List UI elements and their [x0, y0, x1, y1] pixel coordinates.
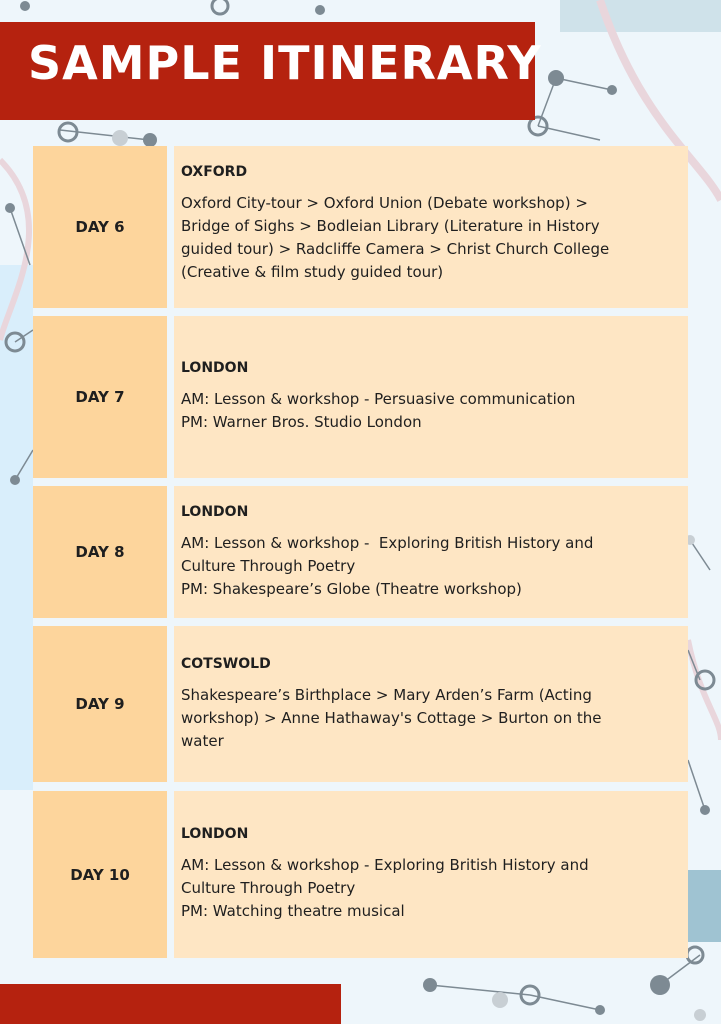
info-cell	[174, 626, 688, 782]
activity-description	[181, 388, 676, 434]
day-cell	[33, 791, 167, 958]
day-label: DAY 9	[75, 695, 125, 713]
place-name: LONDON	[181, 503, 249, 520]
day-cell	[33, 486, 167, 618]
activity-line: workshop) > Anne Hathaway's Cottage > Burton on the	[181, 708, 602, 727]
activity-line: PM: Shakespeare’s Globe (Theatre workshop)	[181, 579, 522, 598]
itinerary-row-day-7	[33, 316, 688, 478]
place-name: OXFORD	[181, 164, 248, 180]
activity-line: AM: Lesson & workshop - Persuasive communication	[181, 390, 576, 408]
activity-description	[181, 192, 676, 284]
info-cell	[174, 791, 688, 958]
activity-line: PM: Warner Bros. Studio London	[181, 413, 422, 431]
activity-line: (Creative & film study guided tour)	[181, 263, 444, 281]
info-cell	[174, 146, 688, 308]
info-cell	[174, 486, 688, 618]
activity-line: Shakespeare’s Birthplace > Mary Arden’s Farm (Acting	[181, 685, 592, 704]
activity-line: Culture Through Poetry	[181, 879, 356, 897]
day-label: DAY 7	[75, 388, 125, 406]
day-label: DAY 10	[70, 865, 130, 884]
activity-description	[181, 854, 676, 923]
activity-description	[181, 684, 676, 753]
activity-line: PM: Watching theatre musical	[181, 902, 405, 920]
itinerary-row-day-8	[33, 486, 688, 618]
day-cell	[33, 146, 167, 308]
activity-line: water	[181, 731, 224, 750]
activity-line: Bridge of Sighs > Bodleian Library (Literature in History	[181, 217, 600, 235]
place-name: COTSWOLD	[181, 655, 271, 672]
itinerary-row-day-9	[33, 626, 688, 782]
footer-bar	[0, 984, 341, 1024]
place-name: LONDON	[181, 360, 249, 376]
activity-line: guided tour) > Radcliffe Camera > Christ Church College	[181, 240, 610, 258]
place-name: LONDON	[181, 826, 249, 842]
day-label: DAY 6	[75, 218, 125, 236]
day-cell	[33, 626, 167, 782]
activity-description	[181, 532, 676, 601]
day-cell	[33, 316, 167, 478]
day-label: DAY 8	[75, 543, 125, 561]
activity-line: AM: Lesson & workshop - Exploring British History and	[181, 856, 589, 874]
activity-line: Oxford City-tour > Oxford Union (Debate workshop) >	[181, 194, 588, 212]
title-banner	[0, 22, 542, 120]
info-cell	[174, 316, 688, 478]
itinerary-row-day-6	[33, 146, 688, 308]
activity-line: Culture Through Poetry	[181, 556, 356, 575]
activity-line: AM: Lesson & workshop - Exploring British History and	[181, 533, 594, 552]
itinerary-row-day-10	[33, 791, 688, 958]
page-title: SAMPLE ITINERARY	[28, 36, 542, 90]
